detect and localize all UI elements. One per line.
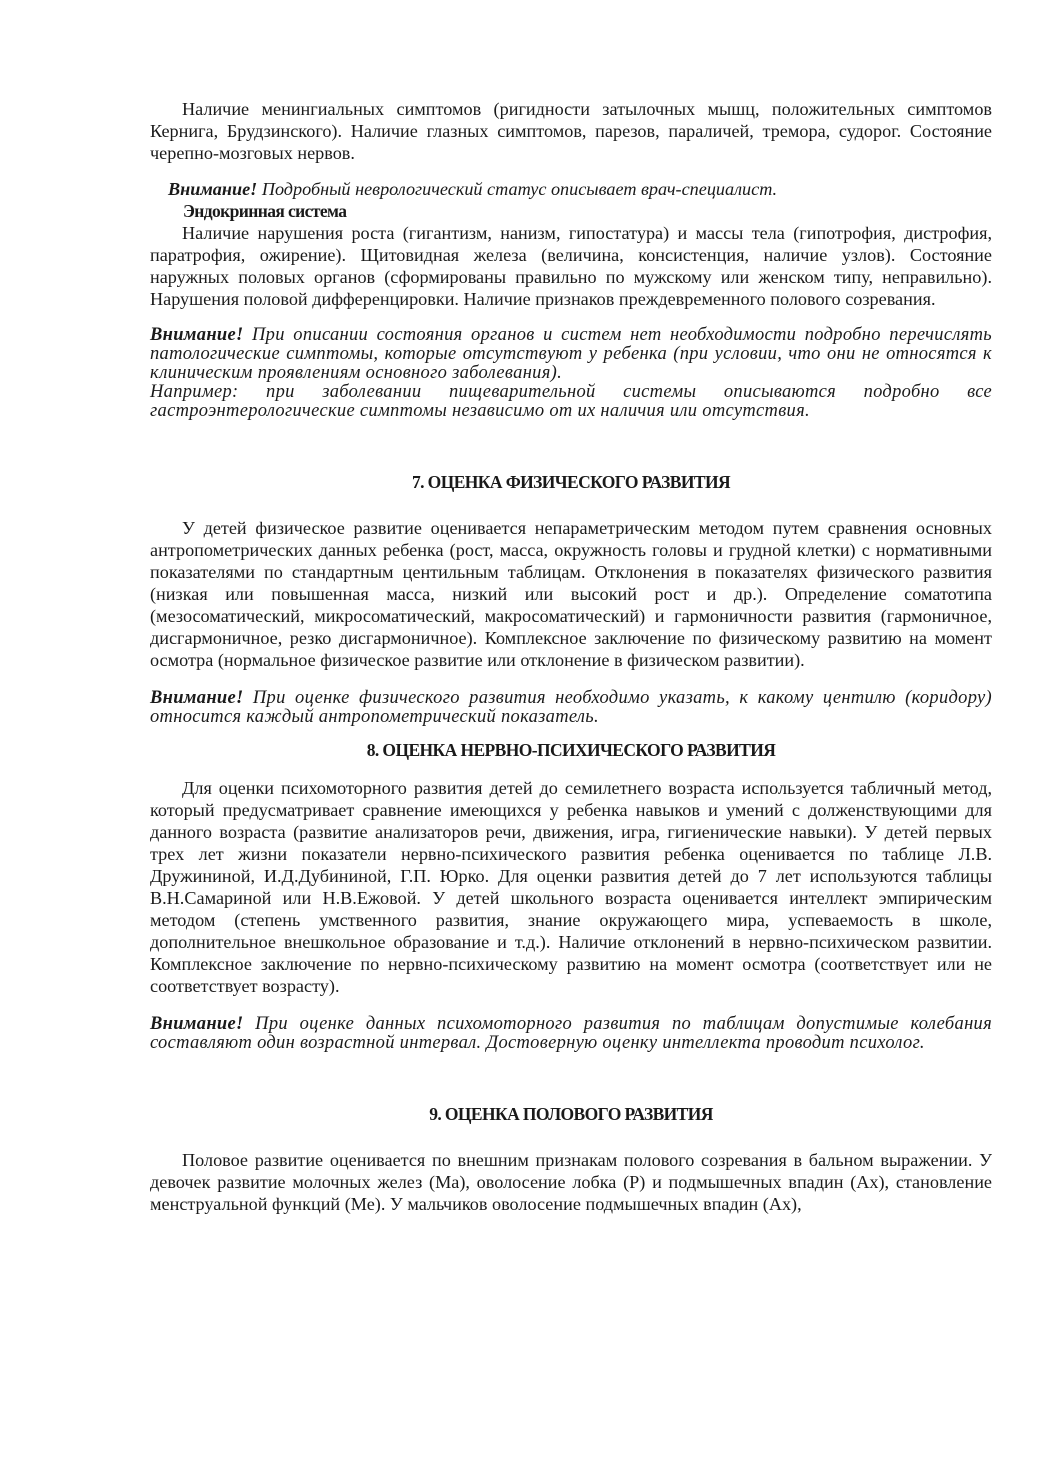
section-8-paragraph: Для оценки психомоторного развития детей до семилетнего возраста используется табличный метод, который предусматривает сравнение имеющихся у ребенка навыков и умений с долженствующими для данного возраста (развитие анализаторов речи, движения, игра, гигиенические навыки). У детей первых трех лет жизни показатели нервно-психического развития ребенка оценивается по таблице Л.В. Дружининой, И.Д.Дубининой, Г.П. Юрко. Для оценки развития детей до 7 лет используются таблицы В.Н.Самариной или Н.В.Ежовой. У детей школьного возраста оценивается интеллект эмпирическим методом (степень умственного развития, знание окружающего мира, успеваемость в школе, дополнительное внешкольное образование и т.д.). Наличие отклонений в нервно-психическом развитии. Комплексное заключение по нервно-психическому развитию на момент осмотра (соответствует или не соответствует возрасту). bbox=[150, 778, 992, 996]
section-7-paragraph: У детей физическое развитие оценивается непараметрическим методом путем сравнения основных антропометрических данных ребенка (рост, масса, окружность головы и грудной клетки) с нормативными показателями по стандартным центильным таблицам. Отклонения в показателях физического развития (низкая или повышенная масса, низкий или высокий рост и др.). Определение соматотипа (мезосоматический, микросоматический, макросоматический) и гармоничности развития (гармоничное, дисгармоничное, резко дисгармоничное). Комплексное заключение по физическому развитию на момент осмотра (нормальное физическое развитие или отклонение в физическом развитии). bbox=[150, 518, 992, 670]
neuro-note bbox=[150, 178, 992, 200]
section-8-title: 8. ОЦЕНКА НЕРВНО-ПСИХИЧЕСКОГО РАЗВИТИЯ bbox=[366, 740, 776, 760]
note-text: При оценке данных психомоторного развития по таблицам допустимые колебания составляют один возрастной интервал. Достоверную оценку интеллекта проводит психолог. bbox=[150, 1014, 992, 1053]
document-page bbox=[150, 98, 992, 1215]
endocrine-example-note: Например: при заболевании пищеварительной системы описываются подробно все гастроэнтерологические симптомы независимо от их наличия или отсутствия. bbox=[150, 382, 992, 421]
note-label: Внимание! bbox=[150, 688, 244, 708]
note-label: Внимание! bbox=[150, 325, 244, 345]
neuro-paragraph: Наличие менингиальных симптомов (ригидности затылочных мышц, положительных симптомов Кернига, Брудзинского). Наличие глазных симптомов, парезов, параличей, тремора, судорог. Состояние черепно-мозговых нервов. bbox=[150, 99, 992, 163]
note-text: Подробный неврологический статус описывает врач-специалист. bbox=[257, 179, 778, 199]
endocrine-paragraph: Наличие нарушения роста (гигантизм, нанизм, гипостатура) и массы тела (гипотрофия, дистрофия, паратрофия, ожирение). Щитовидная железа (величина, консистенция, наличие узлов). Состояние наружных половых органов (сформированы правильно по мужскому или женском типу, неправильно). Нарушения половой дифференцировки. Наличие признаков преждевременного полового созревания. bbox=[150, 223, 992, 309]
endocrine-note bbox=[150, 326, 992, 383]
section-9-paragraph: Половое развитие оценивается по внешним признакам полового созревания в бальном выражении. У девочек развитие молочных желез (Ма), оволосение лобка (Р) и подмышечных впадин (Ах), становление менструальной функций (Ме). У мальчиков оволосение подмышечных впадин (Ах), bbox=[150, 1150, 992, 1214]
note-label: Внимание! bbox=[150, 1014, 244, 1034]
section-7-title: 7. ОЦЕНКА ФИЗИЧЕСКОГО РАЗВИТИЯ bbox=[411, 472, 730, 492]
section-8-note bbox=[150, 1015, 992, 1053]
section-7-note bbox=[150, 689, 992, 727]
section-9-title: 9. ОЦЕНКА ПОЛОВОГО РАЗВИТИЯ bbox=[429, 1104, 713, 1124]
note-text: При описании состояния органов и систем нет необходимости подробно перечислять патологические симптомы, которые отсутствуют у ребенка (при условии, что они не относятся к клиническим проявлениям основного заболевания). bbox=[150, 325, 992, 383]
note-text: При оценке физического развития необходимо указать, к какому центилю (коридору) относится каждый антропометрический показатель. bbox=[150, 688, 992, 727]
endocrine-title: Эндокринная система bbox=[183, 201, 347, 221]
note-label: Внимание! bbox=[168, 179, 258, 199]
